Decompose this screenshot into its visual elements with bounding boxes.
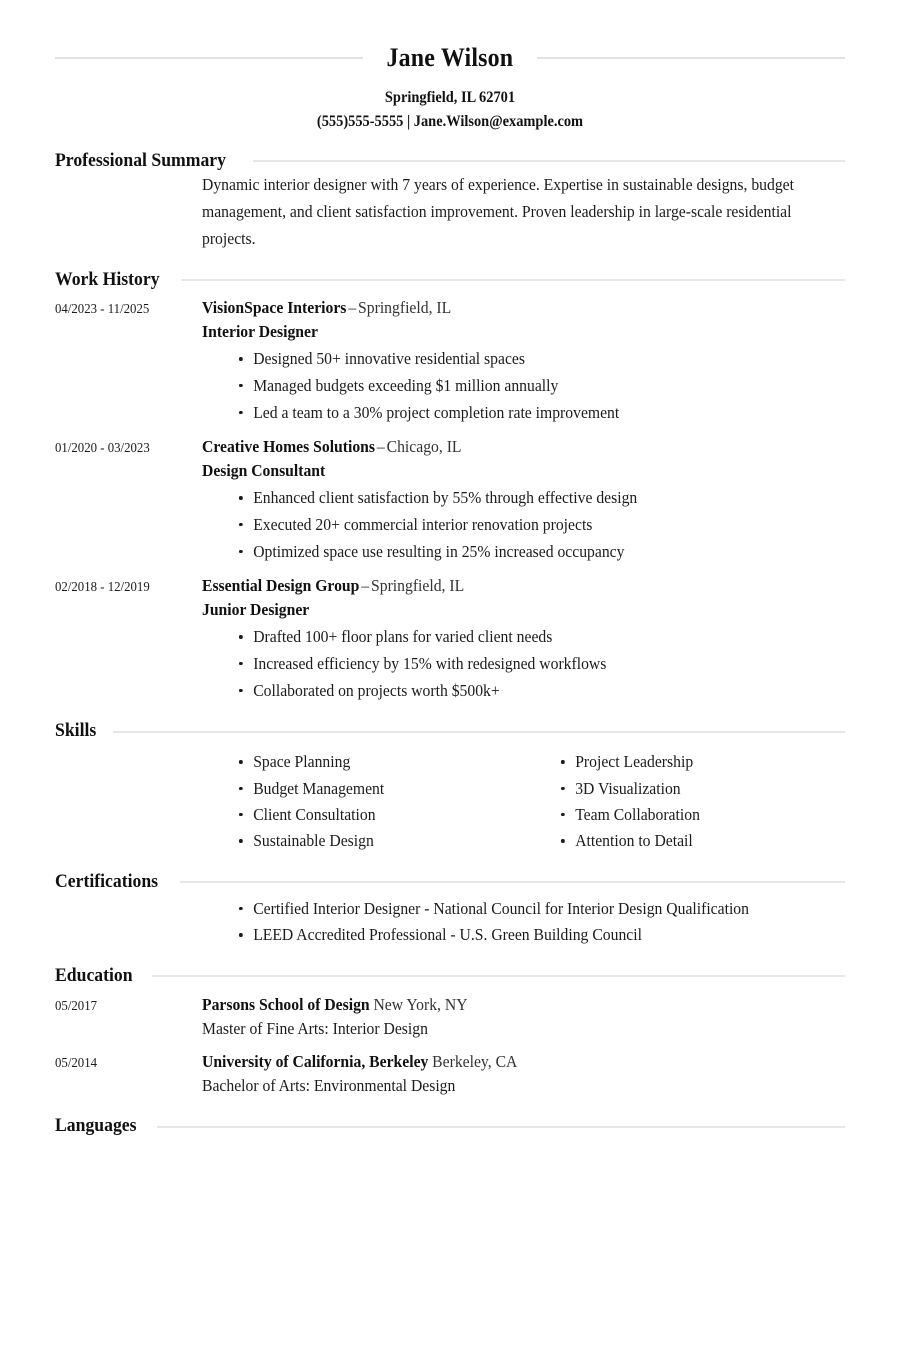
- list-item: Budget Management: [238, 776, 509, 802]
- skills-heading-row: [55, 720, 845, 743]
- summary-heading: Professional Summary: [55, 149, 226, 171]
- education-entry-degree: Bachelor of Arts: Environmental Design: [202, 1076, 456, 1096]
- name-row: [0, 44, 900, 73]
- education-entry-date: 05/2014: [55, 1055, 98, 1071]
- list-item: Drafted 100+ floor plans for varied client needs: [238, 624, 815, 651]
- work-entry-body: [202, 296, 845, 426]
- work-entry-dash: –: [348, 298, 357, 318]
- certifications-date-spacer: [55, 894, 195, 897]
- skills-list-right: [524, 749, 846, 855]
- certifications-list: [202, 896, 845, 949]
- education-heading-row: [55, 965, 845, 988]
- certifications-heading-row: [55, 871, 845, 894]
- languages-heading: Languages: [55, 1115, 137, 1137]
- list-item: Designed 50+ innovative residential spaces: [238, 346, 815, 373]
- work-entry: [55, 296, 845, 426]
- section-languages: [0, 1115, 900, 1138]
- work-entry-dash: –: [376, 437, 385, 457]
- list-item: Increased efficiency by 15% with redesigned workflows: [238, 651, 815, 678]
- candidate-location: Springfield, IL 62701: [384, 88, 516, 106]
- work-entry-bullets: [202, 346, 845, 426]
- name-rule-left: [55, 57, 363, 59]
- section-education: [0, 965, 900, 1099]
- work-entry-role: Junior Designer: [202, 600, 310, 620]
- languages-heading-row: [55, 1115, 845, 1138]
- education-entry-location: Berkeley, CA: [432, 1052, 518, 1072]
- skills-heading-rule: [113, 731, 845, 733]
- work-entry-org-line: [202, 435, 813, 459]
- section-work-history: [0, 269, 900, 705]
- list-item: Project Leadership: [560, 749, 831, 775]
- work-entry-role: Interior Designer: [202, 322, 318, 342]
- certifications-row: [55, 894, 845, 949]
- skills-heading: Skills: [55, 720, 97, 742]
- work-entry-company: VisionSpace Interiors: [202, 298, 347, 318]
- work-entry-role: Design Consultant: [202, 461, 326, 481]
- list-item: Executed 20+ commercial interior renovation projects: [238, 512, 815, 539]
- work-entry-bullets: [202, 485, 845, 565]
- skills-row: [55, 743, 845, 855]
- work-heading: Work History: [55, 268, 160, 290]
- summary-body: [202, 172, 845, 252]
- work-heading-row: [55, 269, 845, 292]
- education-entry-school: University of California, Berkeley: [202, 1052, 429, 1072]
- work-entry: [55, 574, 845, 704]
- list-item: Sustainable Design: [238, 828, 509, 854]
- work-entry-dash: –: [361, 576, 370, 596]
- work-entry-org-line: [202, 296, 813, 320]
- education-heading: Education: [55, 964, 133, 986]
- education-entry-date: 05/2017: [55, 997, 98, 1013]
- list-item: Space Planning: [238, 749, 509, 775]
- list-item: Enhanced client satisfaction by 55% through effective design: [238, 485, 815, 512]
- certifications-heading: Certifications: [55, 870, 159, 892]
- list-item: Attention to Detail: [560, 828, 831, 854]
- work-entry-body: [202, 435, 845, 565]
- certifications-body: [202, 894, 845, 949]
- work-entry-bullets: [202, 624, 845, 704]
- section-professional-summary: [0, 150, 900, 253]
- list-item: Optimized space use resulting in 25% increased occupancy: [238, 539, 815, 566]
- list-item: LEED Accredited Professional - U.S. Green Building Council: [238, 922, 815, 949]
- candidate-contact: (555)555-5555 | Jane.Wilson@example.com: [316, 112, 584, 130]
- languages-heading-rule: [157, 1126, 845, 1128]
- list-item: Team Collaboration: [560, 802, 831, 828]
- list-item: Collaborated on projects worth $500k+: [238, 678, 815, 705]
- work-heading-rule: [181, 279, 845, 281]
- work-entry-company: Creative Homes Solutions: [202, 437, 376, 457]
- skills-list-left: [202, 749, 524, 855]
- work-entry-dates: 01/2020 - 03/2023: [55, 440, 150, 456]
- education-entry-body: [202, 1050, 845, 1099]
- skills-columns: [202, 749, 845, 855]
- education-entry-school-line: [202, 993, 813, 1017]
- list-item: Led a team to a 30% project completion rate improvement: [238, 400, 815, 427]
- skills-body: [202, 743, 845, 855]
- skills-column-left: [202, 749, 524, 855]
- education-entry-location: New York, NY: [373, 994, 468, 1014]
- work-entry-org-line: [202, 574, 813, 598]
- summary-heading-row: [55, 150, 845, 173]
- work-entry-dates: 02/2018 - 12/2019: [55, 579, 150, 595]
- list-item: Certified Interior Designer - National Council for Interior Design Qualification: [238, 896, 815, 923]
- education-entry-school: Parsons School of Design: [202, 994, 370, 1014]
- summary-text: Dynamic interior designer with 7 years of experience. Expertise in sustainable designs, budget management, and client satisfaction improvement. Proven leadership in large-scale residential projects.: [202, 175, 794, 248]
- summary-heading-rule: [253, 160, 845, 162]
- education-entry: [55, 1050, 845, 1099]
- work-entry-company: Essential Design Group: [202, 576, 360, 596]
- education-entry-school-line: [202, 1050, 813, 1074]
- work-entry-location: Chicago, IL: [386, 437, 462, 457]
- section-skills: [0, 720, 900, 854]
- candidate-name: Jane Wilson: [386, 43, 514, 72]
- education-entry: [55, 993, 845, 1042]
- education-entry-degree: Master of Fine Arts: Interior Design: [202, 1018, 428, 1038]
- list-item: 3D Visualization: [560, 776, 831, 802]
- education-heading-rule: [152, 975, 845, 977]
- list-item: Client Consultation: [238, 802, 509, 828]
- resume-header: [0, 0, 900, 134]
- education-entry-body: [202, 993, 845, 1042]
- work-entry-body: [202, 574, 845, 704]
- name-rule-right: [537, 57, 845, 59]
- summary-row: [55, 172, 845, 252]
- section-certifications: [0, 871, 900, 949]
- work-entry-location: Springfield, IL: [371, 576, 465, 596]
- skills-column-right: [524, 749, 846, 855]
- skills-date-spacer: [55, 743, 195, 746]
- list-item: Managed budgets exceeding $1 million annually: [238, 373, 815, 400]
- work-entry-location: Springfield, IL: [358, 298, 452, 318]
- summary-date-spacer: [55, 172, 195, 175]
- certifications-heading-rule: [180, 881, 845, 883]
- work-entry: [55, 435, 845, 565]
- work-entry-dates: 04/2023 - 11/2025: [55, 301, 150, 317]
